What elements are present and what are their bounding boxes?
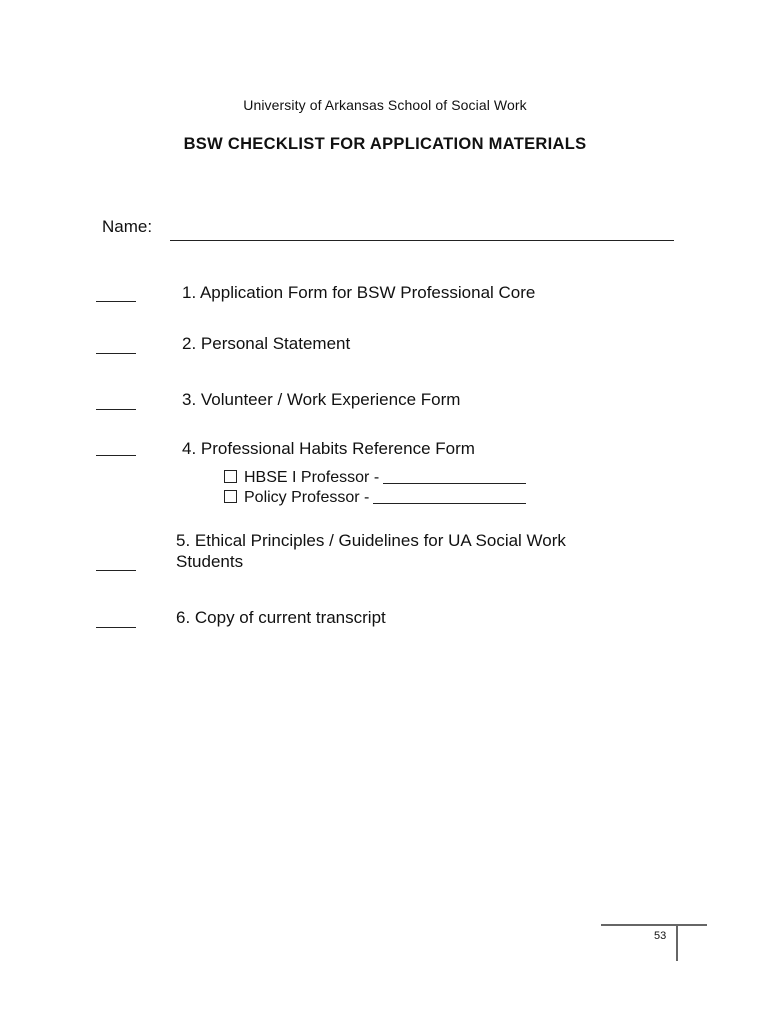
subitem-policy-professor [224,489,526,507]
item-2-checkmark-blank[interactable] [96,353,136,354]
page-title: BSW CHECKLIST FOR APPLICATION MATERIALS [183,135,587,153]
page-number: 53 [654,930,667,942]
name-label: Name: [102,217,153,236]
item-1-checkmark-blank[interactable] [96,301,136,302]
page-number-rule-vertical [676,925,678,961]
checklist-item-3: 3. Volunteer / Work Experience Form [182,390,461,409]
hbse-professor-label: HBSE I Professor - [244,469,380,486]
checklist-item-4: 4. Professional Habits Reference Form [182,439,475,458]
checklist-item-5-line1: 5. Ethical Principles / Guidelines for UA Social Work [176,531,566,550]
item-6-checkmark-blank[interactable] [96,627,136,628]
hbse-professor-name-line[interactable] [383,483,526,484]
checklist-item-1: 1. Application Form for BSW Professional Core [182,283,536,302]
institution-header: University of Arkansas School of Social Work [243,97,527,113]
item-3-checkmark-blank[interactable] [96,409,136,410]
item-4-checkmark-blank[interactable] [96,455,136,456]
policy-checkbox[interactable] [224,490,237,503]
checklist-item-5 [176,530,566,572]
subitem-hbse-professor [224,469,526,487]
hbse-checkbox[interactable] [224,470,237,483]
checklist-item-5-line2: Students [176,552,244,571]
policy-professor-name-line[interactable] [373,503,526,504]
name-field[interactable] [170,240,674,241]
checklist-item-6: 6. Copy of current transcript [176,608,386,627]
policy-professor-label: Policy Professor - [244,489,370,506]
item-5-checkmark-blank[interactable] [96,570,136,571]
page-number-rule-horizontal [601,924,707,926]
checklist-item-2: 2. Personal Statement [182,334,351,353]
